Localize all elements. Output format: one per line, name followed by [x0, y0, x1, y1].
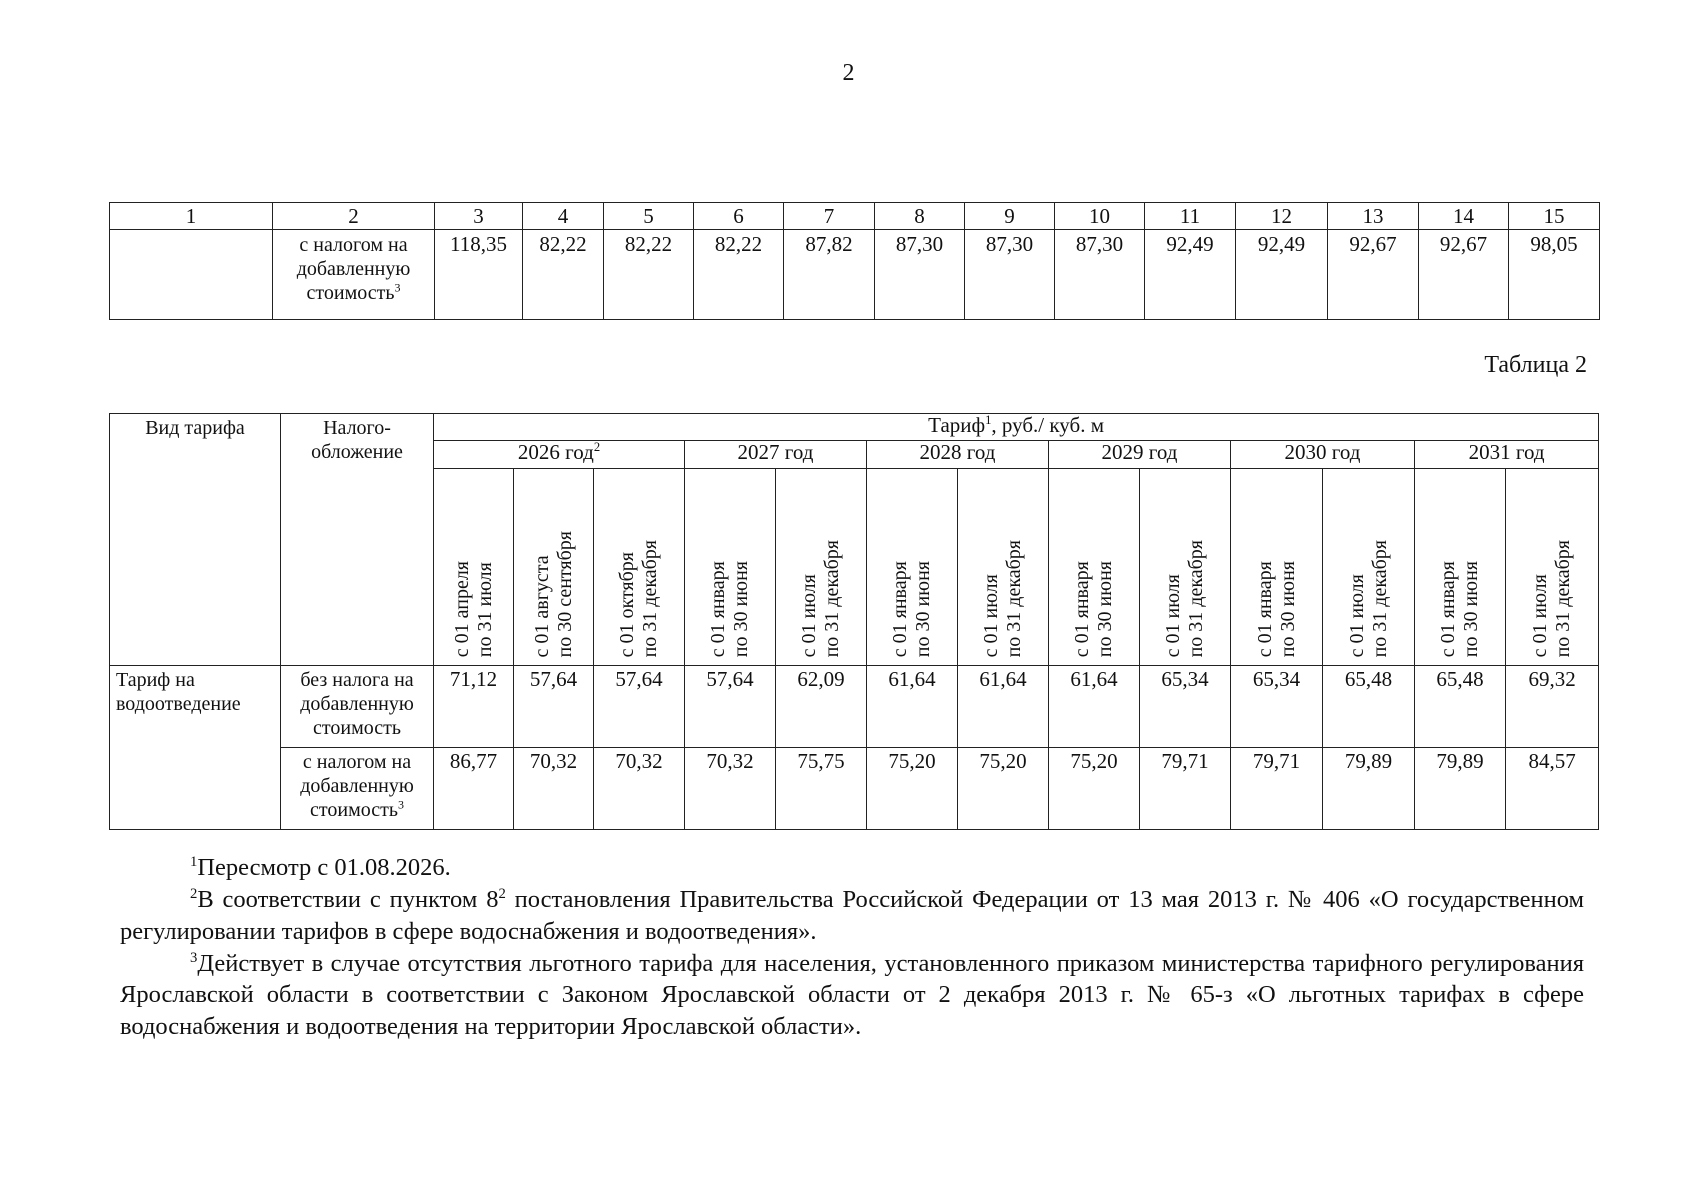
value-cell: 92,67	[1328, 230, 1419, 320]
period-header	[958, 469, 1049, 666]
footnotes	[120, 852, 1584, 1043]
period-header	[867, 469, 958, 666]
table-2-header-row-1	[110, 414, 1599, 441]
footnote-sup: 2	[498, 885, 506, 902]
footnote-ref: 3	[394, 280, 401, 295]
footnote-1	[120, 852, 1584, 884]
table-1-header-row	[110, 203, 1600, 230]
footnote-ref: 3	[397, 797, 404, 812]
period-label: с 01 июля по 31 декабря	[980, 539, 1025, 657]
value-cell: 84,57	[1506, 748, 1599, 830]
value-cell: 98,05	[1509, 230, 1600, 320]
footnote-ref: 2	[593, 440, 601, 454]
period-label: с 01 июля по 31 декабря	[1162, 539, 1207, 657]
value-cell: 87,30	[965, 230, 1055, 320]
value-cell: 75,20	[958, 748, 1049, 830]
table-2-row-without-vat	[110, 666, 1599, 748]
table-1-continuation	[109, 202, 1600, 320]
footnote-text: Действует в случае отсутствия льготного тарифа для населения, установленного приказом министерства тарифного регулирования Ярославской области в соответствии с Законом Ярославской области от 2 декабря 2013 г. № 65-з «О льготных тарифах в сфере водоснабжения и водоотведения на территории Ярославской области».	[120, 949, 1584, 1041]
year-header	[1415, 441, 1599, 469]
value-cell: 69,32	[1506, 666, 1599, 748]
table-2-row-with-vat	[110, 748, 1599, 830]
value-cell: 79,71	[1231, 748, 1323, 830]
value-cell: 87,82	[784, 230, 875, 320]
header-tariff	[434, 414, 1599, 441]
column-number: 15	[1509, 203, 1600, 230]
column-number: 8	[875, 203, 965, 230]
tariff-header-text: Тариф	[928, 413, 986, 437]
period-header	[1049, 469, 1140, 666]
footnote-2	[120, 884, 1584, 948]
column-number: 2	[273, 203, 435, 230]
tariff-name: Тариф на водоотведение	[110, 666, 281, 830]
year-label: 2031 год	[1468, 440, 1545, 464]
period-header	[434, 469, 514, 666]
value-cell: 92,49	[1236, 230, 1328, 320]
year-header	[867, 441, 1049, 469]
row-label-text: с налогом на добавленную стоимость	[296, 234, 411, 304]
value-cell: 118,35	[435, 230, 523, 320]
value-cell: 87,30	[875, 230, 965, 320]
value-cell: 82,22	[694, 230, 784, 320]
footnote-mark: 2	[190, 885, 198, 902]
period-header	[1231, 469, 1323, 666]
table-1-empty-cell	[110, 230, 273, 320]
period-label: с 01 апреля по 31 июля	[450, 560, 496, 657]
value-cell: 75,20	[1049, 748, 1140, 830]
period-header	[1415, 469, 1506, 666]
column-number: 6	[694, 203, 784, 230]
period-header	[1506, 469, 1599, 666]
period-label: с 01 октября по 31 декабря	[616, 539, 661, 657]
year-label: 2029 год	[1101, 440, 1178, 464]
period-header	[1323, 469, 1415, 666]
period-header	[776, 469, 867, 666]
year-label: 2028 год	[919, 440, 996, 464]
value-cell: 70,32	[514, 748, 594, 830]
year-header	[1049, 441, 1231, 469]
period-label: с 01 января по 30 июня	[707, 560, 752, 657]
period-label: с 01 июля по 31 декабря	[1529, 539, 1575, 657]
value-cell: 65,34	[1231, 666, 1323, 748]
period-header	[514, 469, 594, 666]
column-number: 5	[604, 203, 694, 230]
value-cell: 57,64	[685, 666, 776, 748]
period-label: с 01 января по 30 июня	[1071, 560, 1116, 657]
column-number: 14	[1419, 203, 1509, 230]
footnote-mark: 3	[190, 949, 198, 966]
column-number: 13	[1328, 203, 1419, 230]
table-2-caption: Таблица 2	[1484, 352, 1587, 378]
value-cell: 79,89	[1323, 748, 1415, 830]
value-cell: 86,77	[434, 748, 514, 830]
footnote-ref: 1	[985, 413, 992, 427]
column-number: 4	[523, 203, 604, 230]
year-header	[685, 441, 867, 469]
value-cell: 70,32	[685, 748, 776, 830]
column-number: 3	[435, 203, 523, 230]
table-1-row-label	[273, 230, 435, 320]
value-cell: 75,75	[776, 748, 867, 830]
value-cell: 62,09	[776, 666, 867, 748]
column-number: 7	[784, 203, 875, 230]
header-tariff-kind: Вид тарифа	[110, 414, 281, 666]
value-cell: 65,48	[1415, 666, 1506, 748]
value-cell: 57,64	[514, 666, 594, 748]
value-cell: 79,89	[1415, 748, 1506, 830]
footnote-mark: 1	[190, 853, 198, 870]
value-cell: 61,64	[867, 666, 958, 748]
value-cell: 61,64	[958, 666, 1049, 748]
header-taxation: Налого-обложение	[281, 414, 434, 666]
period-label: с 01 января по 30 июня	[1437, 560, 1482, 657]
value-cell: 70,32	[594, 748, 685, 830]
row-label-text: без налога на добавленную стоимость	[300, 669, 414, 739]
row-taxation-label	[281, 748, 434, 830]
value-cell: 79,71	[1140, 748, 1231, 830]
footnote-text: Пересмотр с 01.08.2026.	[197, 854, 451, 881]
column-number: 12	[1236, 203, 1328, 230]
value-cell: 82,22	[604, 230, 694, 320]
period-label: с 01 августа по 30 сентября	[530, 530, 576, 657]
period-header	[594, 469, 685, 666]
footnote-text: постановления Правительства Российской Федерации от 13 мая 2013 г. № 406 «О государственном регулировании тарифов в сфере водоснабжения и водоотведения».	[120, 885, 1585, 945]
value-cell: 65,34	[1140, 666, 1231, 748]
value-cell: 75,20	[867, 748, 958, 830]
value-cell: 71,12	[434, 666, 514, 748]
period-label: с 01 июля по 31 декабря	[798, 539, 843, 657]
table-1-data-row	[110, 230, 1600, 320]
column-number: 1	[110, 203, 273, 230]
value-cell: 92,67	[1419, 230, 1509, 320]
value-cell: 87,30	[1055, 230, 1145, 320]
period-header	[1140, 469, 1231, 666]
row-taxation-label	[281, 666, 434, 748]
period-header	[685, 469, 776, 666]
year-label: 2030 год	[1284, 440, 1361, 464]
value-cell: 61,64	[1049, 666, 1140, 748]
value-cell: 57,64	[594, 666, 685, 748]
value-cell: 92,49	[1145, 230, 1236, 320]
period-label: с 01 июля по 31 декабря	[1345, 539, 1391, 657]
footnote-text: В соответствии с пунктом 8	[197, 885, 499, 913]
year-label: 2026 год	[517, 440, 594, 464]
period-label: с 01 января по 30 июня	[1253, 560, 1299, 657]
row-label-text: с налогом на добавленную стоимость	[300, 751, 414, 821]
column-number: 11	[1145, 203, 1236, 230]
table-2	[109, 413, 1599, 830]
tariff-unit-text: , руб./ куб. м	[991, 413, 1104, 437]
footnote-3	[120, 948, 1584, 1044]
value-cell: 65,48	[1323, 666, 1415, 748]
year-header	[434, 441, 685, 469]
page-number: 2	[842, 60, 855, 86]
column-number: 9	[965, 203, 1055, 230]
year-label: 2027 год	[737, 440, 814, 464]
year-header	[1231, 441, 1415, 469]
value-cell: 82,22	[523, 230, 604, 320]
column-number: 10	[1055, 203, 1145, 230]
period-label: с 01 января по 30 июня	[889, 560, 934, 657]
